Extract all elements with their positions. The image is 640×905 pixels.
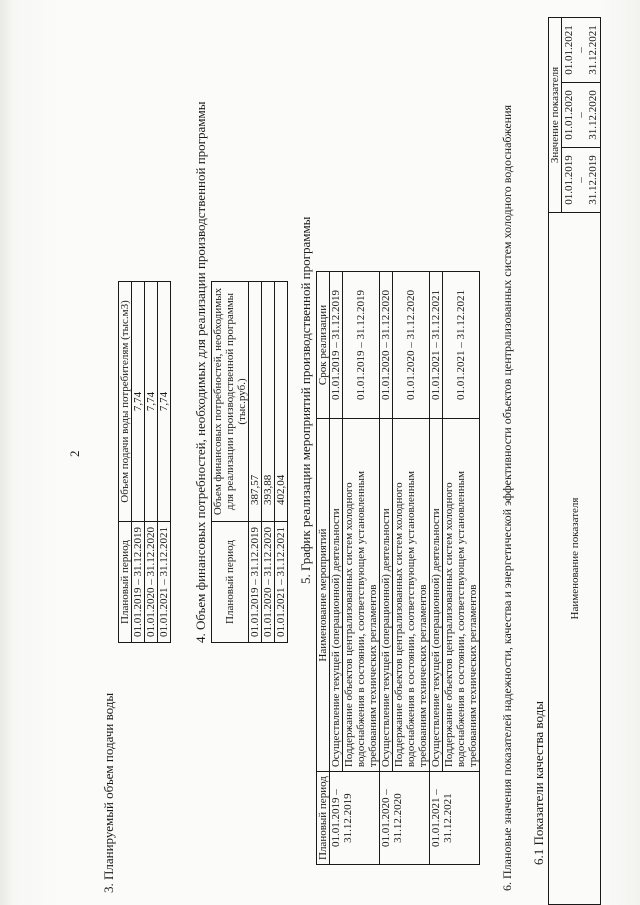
header-period: Плановый период [119,522,132,643]
table-header-row [212,282,249,643]
header-period-2019: 01.01.2019 – 31.12.2019 [562,148,601,213]
section4-title: 4. Объем финансовых потребностей, необходимых для реализации производственной программы [193,101,208,643]
header-term: Срок реализации [317,272,330,419]
activity-cell: Осуществление текущей (операционной) деятельности [430,419,443,772]
header-volume: Объем подачи воды потребителям (тыс.м3) [119,282,132,522]
volume-cell: 7,74 [158,282,171,522]
period-cell: 01.01.2019 – 31.12.2019 [330,772,380,865]
section5-title: 5. График реализации мероприятий производственной программы [298,216,313,584]
volume-cell: 7,74 [132,282,145,522]
header-period-2021: 01.01.2021 – 31.12.2021 [562,18,601,83]
term-cell: 01.01.2020 – 31.12.2020 [380,272,393,419]
period-cell: 01.01.2021 – 31.12.2021 [275,522,288,643]
water-quality-table [548,17,601,905]
section6-subtitle: 6.1 Показатели качества воды [531,701,546,865]
activity-cell: Осуществление текущей (операционной) деятельности [380,419,393,772]
amount-value: 387,57 [249,474,261,505]
term-cell: 01.01.2019 – 31.12.2019 [343,272,380,419]
header-indicator-value: Значение показателя [549,18,562,213]
activity-cell: Осуществление текущей (операционной) деятельности [330,419,343,772]
table-row [380,272,393,865]
financial-needs-table [211,281,288,643]
header-activity: Наименование мероприятий [317,419,330,772]
table-row [275,282,288,643]
table-row [145,282,158,643]
water-volume-table [118,281,171,643]
period-cell: 01.01.2020 – 31.12.2020 [145,522,158,643]
amount-value: 393,88 [262,474,274,505]
table-header-row [317,272,330,865]
period-cell: 01.01.2021 – 31.12.2021 [158,522,171,643]
header-period: Плановый период [212,522,249,643]
term-cell: 01.01.2021 – 31.12.2021 [443,272,480,419]
term-cell: 01.01.2019 – 31.12.2019 [330,272,343,419]
volume-cell: 7,74 [145,282,158,522]
section6-title: 6. Плановые значения показателей надежности, качества и энергетической эффективности объектов централизованных систем холодного водоснабжения [500,104,514,891]
period-cell: 01.01.2021 – 31.12.2021 [430,772,480,865]
header-period: Плановый период [317,772,330,865]
term-cell: 01.01.2020 – 31.12.2020 [393,272,430,419]
page-number: 2 [67,450,82,457]
activity-cell: Поддержание объектов централизованных систем холодного водоснабжения в состоянии, соответствующем установленным требованиям технических регламентов [343,419,380,772]
activity-cell: Поддержание объектов централизованных систем холодного водоснабжения в состоянии, соответствующем установленным требованиям технических регламентов [393,419,430,772]
period-cell: 01.01.2019 – 31.12.2019 [249,522,262,643]
activity-cell: Поддержание объектов централизованных систем холодного водоснабжения в состоянии, соответствующем установленным требованиям технических регламентов [443,419,480,772]
amount-value: 402,04 [275,474,287,505]
period-cell: 01.01.2020 – 31.12.2020 [262,522,275,643]
table-row [262,282,275,643]
amount-cell [249,282,262,522]
table-row [132,282,145,643]
table-row [430,272,443,865]
header-indicator-name: Наименование показателя [549,213,601,905]
amount-cell [262,282,275,522]
period-cell: 01.01.2019 – 31.12.2019 [132,522,145,643]
term-cell: 01.01.2021 – 31.12.2021 [430,272,443,419]
amount-cell [275,282,288,522]
section3-title: 3. Планируемый объем подачи воды [101,692,116,893]
table-row [249,282,262,643]
period-cell: 01.01.2020 – 31.12.2020 [380,772,430,865]
table-row [330,272,343,865]
table-header-row [549,18,562,905]
table-row [158,282,171,643]
table-header-row [119,282,132,643]
schedule-table [316,271,480,865]
header-financial: Объем финансовых потребностей, необходимых для реализации производственной программы (тыс.руб.) [212,282,249,522]
header-period-2020: 01.01.2020 – 31.12.2020 [562,83,601,148]
